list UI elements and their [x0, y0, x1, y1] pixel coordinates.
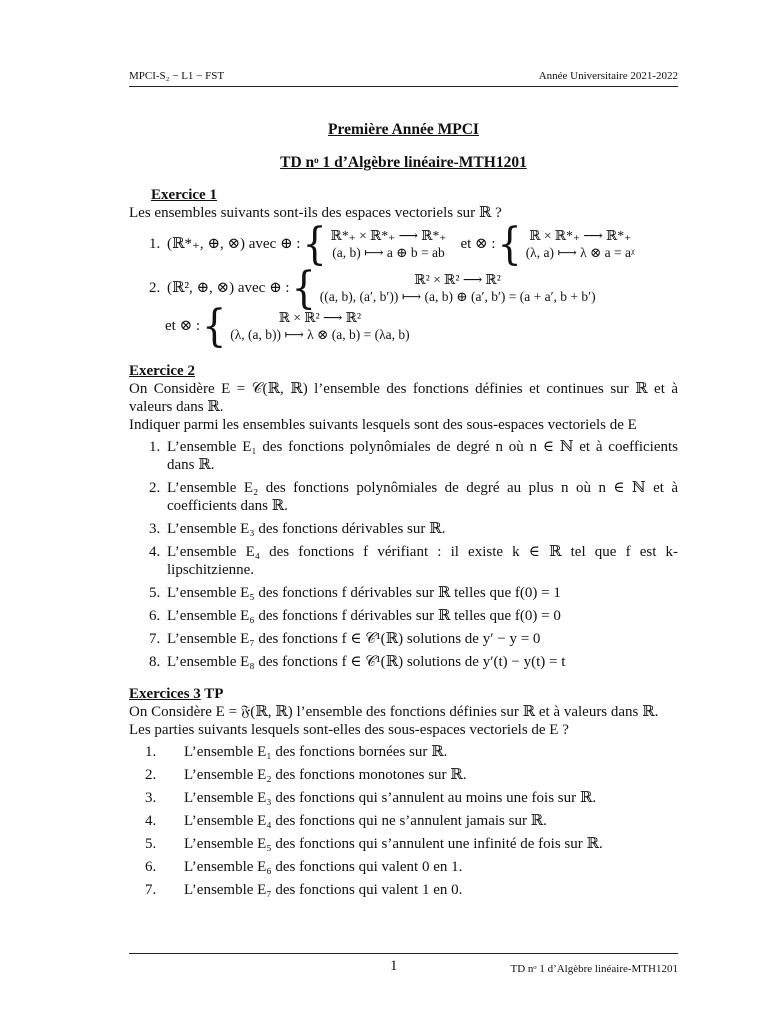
brace-icon: {: [202, 300, 227, 352]
list-item: 1. L’ensemble E₁ des fonctions polynômiales de degré n où n ∈ ℕ et à coefficients dans ℝ.: [149, 439, 678, 473]
page-number: 1: [390, 958, 398, 974]
ex1-item-2: 2. (ℝ², ⊕, ⊗) avec ⊕ : { ℝ² × ℝ² ⟶ ℝ² ((a, b), (a′, b′)) ⟼ (a, b) ⊕ (a′, b′) = (a + a′, b + b′): [149, 262, 596, 314]
list-item: 6. L’ensemble E₆ des fonctions f dérivables sur ℝ telles que f(0) = 0: [149, 608, 561, 624]
footer-text: TD nᵒ 1 d’Algèbre linéaire-MTH1201: [510, 963, 678, 975]
list-item: 4. L’ensemble E₄ des fonctions f vérifiant : il existe k ∈ ℝ tel que f est k-lipschitzienne.: [149, 544, 678, 578]
list-item: 5. L’ensemble E₅ des fonctions f dérivables sur ℝ telles que f(0) = 1: [149, 585, 561, 601]
ex3-intro: On Considère E = 𝔉(ℝ, ℝ) l’ensemble des fonctions définies sur ℝ et à valeurs dans ℝ.: [129, 704, 659, 720]
ex2-intro: On Considère E = 𝒞(ℝ, ℝ) l’ensemble des fonctions définies et continues sur ℝ et à valeurs dans ℝ.: [129, 381, 678, 415]
ex1-item-2-mult: et ⊗ : { ℝ × ℝ² ⟶ ℝ² (λ, (a, b)) ⟼ λ ⊗ (a, b) = (λa, b): [165, 300, 410, 352]
ex3-question: Les parties suivants lesquels sont-elles des sous-espaces vectoriels de E ?: [129, 722, 569, 738]
td-title: TD nᵒ 1 d’Algèbre linéaire-MTH1201: [280, 154, 527, 171]
brace-icon: {: [291, 262, 316, 314]
list-item: 6. L’ensemble E₆ des fonctions qui valent 0 en 1.: [145, 859, 463, 875]
list-item: 2. L’ensemble E₂ des fonctions polynômiales de degré au plus n où n ∈ ℕ et à coefficients dans ℝ.: [149, 480, 678, 514]
list-item: 1. L’ensemble E₁ des fonctions bornées sur ℝ.: [145, 744, 448, 760]
brace-icon: {: [302, 218, 327, 270]
footer-rule: [129, 953, 678, 954]
header-left: MPCI-S₂ − L1 − FST: [129, 70, 225, 82]
ex1-item-1: 1. (ℝ*₊, ⊕, ⊗) avec ⊕ : { ℝ*₊ × ℝ*₊ ⟶ ℝ*₊ (a, b) ⟼ a ⊕ b = ab et ⊗ : { ℝ × ℝ*₊ ⟶ ℝ*₊ (λ, a) ⟼ λ ⊗ a = aᵡ: [149, 218, 635, 270]
main-title: Première Année MPCI: [328, 121, 479, 138]
list-item: 5. L’ensemble E₅ des fonctions qui s’annulent une infinité de fois sur ℝ.: [145, 836, 603, 852]
list-item: 4. L’ensemble E₄ des fonctions qui ne s’annulent jamais sur ℝ.: [145, 813, 547, 829]
ex3-title: Exercices 3 TP: [129, 686, 224, 702]
header-rule: [129, 86, 678, 87]
ex2-title: Exercice 2: [129, 363, 195, 379]
list-item: 7. L’ensemble E₇ des fonctions qui valent 1 en 0.: [145, 882, 463, 898]
page-body: [129, 186, 678, 899]
ex1-intro: Les ensembles suivants sont-ils des espaces vectoriels sur ℝ ?: [129, 205, 502, 221]
header-right: Année Universitaire 2021-2022: [538, 70, 678, 82]
ex2-question: Indiquer parmi les ensembles suivants lesquels sont des sous-espaces vectoriels de E: [129, 417, 637, 433]
list-item: 8. L’ensemble E₈ des fonctions f ∈ 𝒞¹(ℝ) solutions de y′(t) − y(t) = t: [149, 654, 566, 670]
list-item: 3. L’ensemble E₃ des fonctions dérivables sur ℝ.: [149, 521, 446, 537]
list-item: 3. L’ensemble E₃ des fonctions qui s’annulent au moins une fois sur ℝ.: [145, 790, 597, 806]
list-item: 7. L’ensemble E₇ des fonctions f ∈ 𝒞¹(ℝ) solutions de y′ − y = 0: [149, 631, 541, 647]
brace-icon: {: [497, 218, 522, 270]
ex1-title: Exercice 1: [151, 187, 217, 203]
list-item: 2. L’ensemble E₂ des fonctions monotones sur ℝ.: [145, 767, 467, 783]
